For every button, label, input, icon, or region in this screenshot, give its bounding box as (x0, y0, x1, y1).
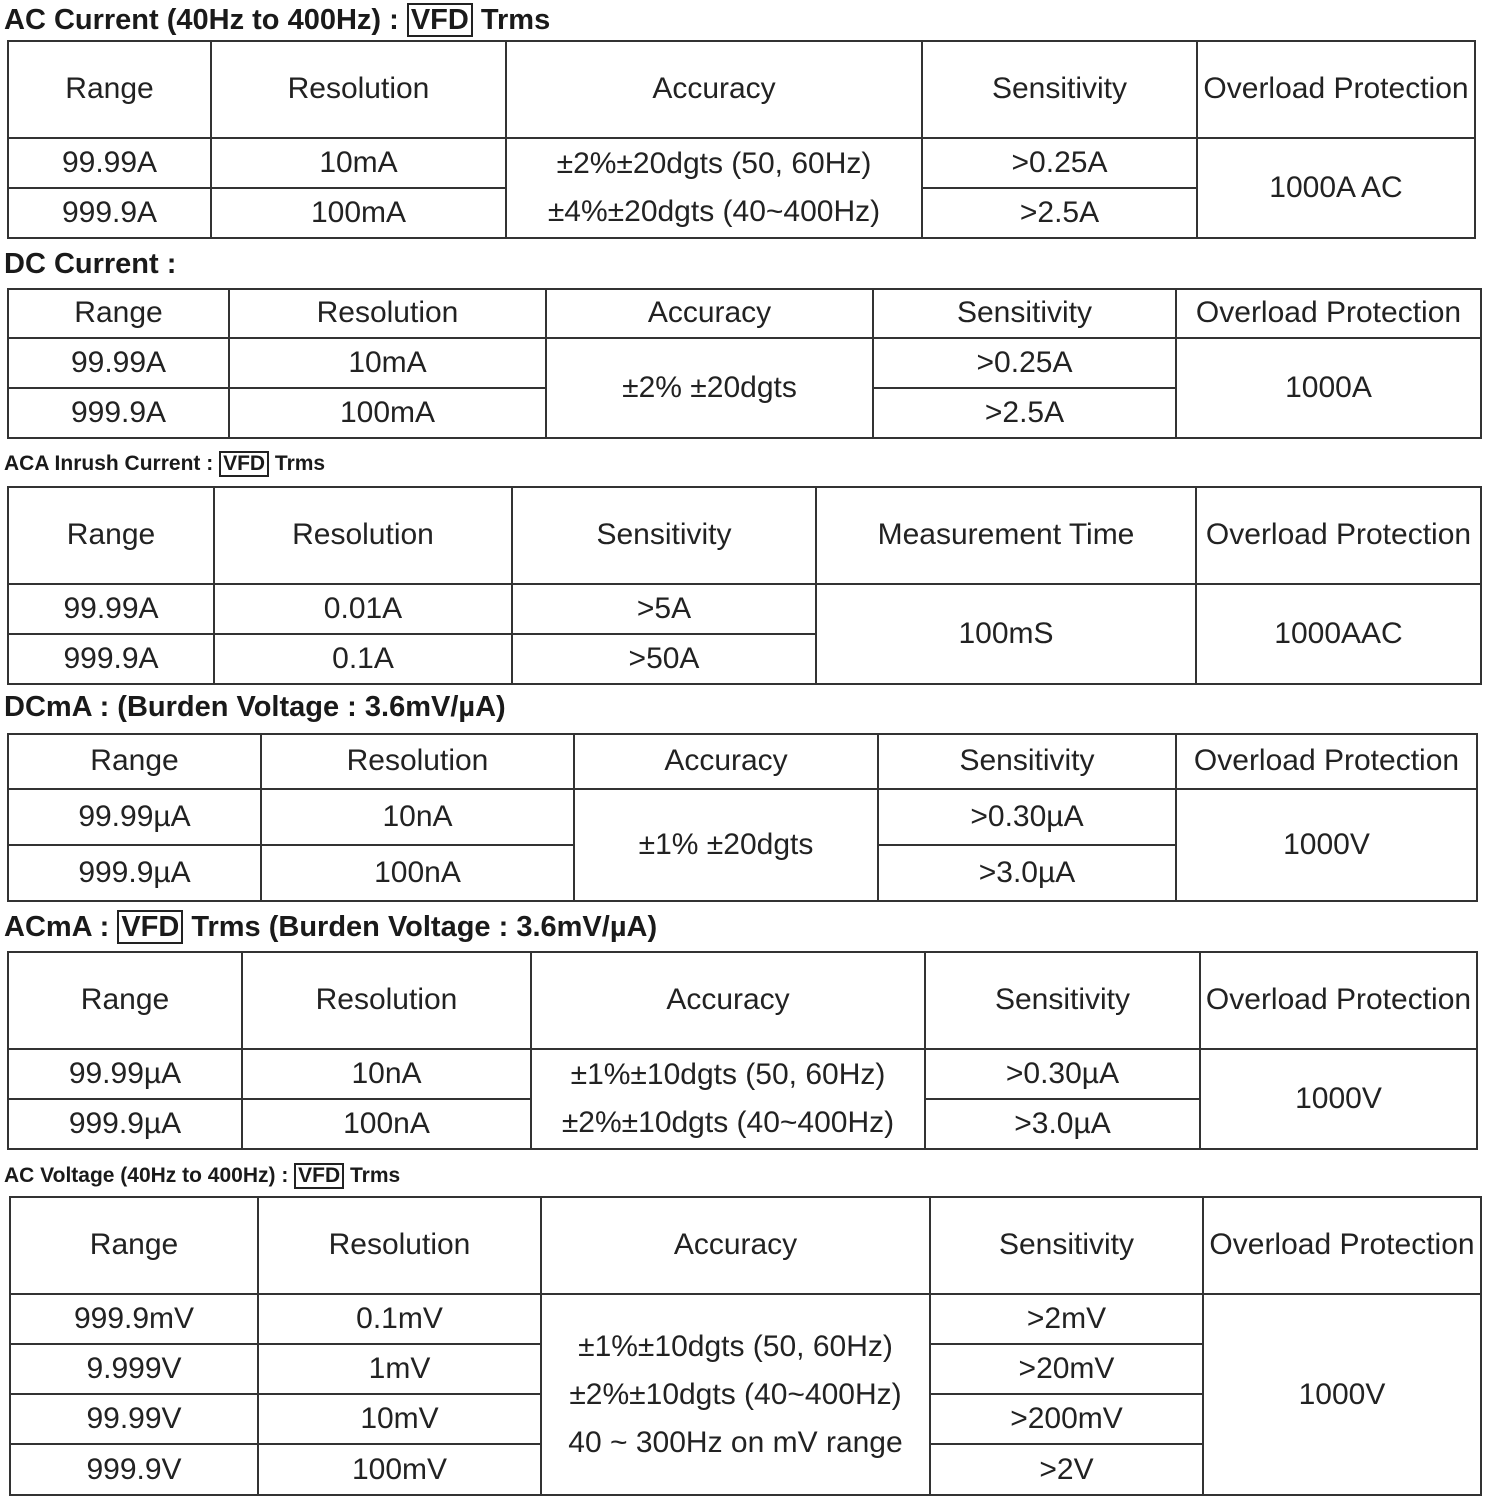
cell-range: 99.99µA (8, 789, 261, 845)
cell-range: 99.99µA (8, 1049, 242, 1099)
accuracy-line: ±4%±20dgts (40~400Hz) (547, 195, 881, 228)
header-resolution: Resolution (214, 487, 512, 584)
cell-range: 99.99V (10, 1394, 258, 1444)
header-resolution: Resolution (258, 1197, 541, 1294)
table-header-row (8, 952, 1477, 1049)
cell-range: 999.9µA (8, 845, 261, 901)
cell-range: 99.99A (8, 338, 229, 388)
header-sensitivity: Sensitivity (930, 1197, 1203, 1294)
accuracy-line: 40 ~ 300Hz on mV range (568, 1425, 903, 1459)
cell-resolution: 0.1A (214, 634, 512, 684)
cell-range: 999.9mV (10, 1294, 258, 1344)
header-overload-protection: Overload Protection (1176, 289, 1481, 338)
cell-sensitivity: >0.25A (922, 138, 1197, 188)
cell-range: 9.999V (10, 1344, 258, 1394)
header-range: Range (8, 734, 261, 789)
cell-resolution: 0.01A (214, 584, 512, 634)
cell-overload: 1000A AC (1197, 138, 1475, 238)
cell-sensitivity: >0.25A (873, 338, 1176, 388)
header-overload-protection: Overload Protection (1200, 952, 1477, 1049)
cell-resolution: 10mV (258, 1394, 541, 1444)
header-overload-protection: Overload Protection (1176, 734, 1477, 789)
cell-resolution: 10mA (229, 338, 546, 388)
spec-table-dcma (7, 733, 1478, 902)
header-range: Range (8, 487, 214, 584)
spec-table-ac-voltage (9, 1196, 1482, 1496)
table-row (8, 1049, 1477, 1099)
cell-range: 999.9A (8, 388, 229, 438)
header-overload-protection: Overload Protection (1197, 41, 1475, 138)
cell-accuracy (531, 1049, 925, 1149)
cell-range: 999.9A (8, 634, 214, 684)
header-sensitivity: Sensitivity (878, 734, 1176, 789)
cell-sensitivity: >200mV (930, 1394, 1203, 1444)
table-header-row (8, 487, 1481, 584)
cell-resolution: 1mV (258, 1344, 541, 1394)
cell-sensitivity: >20mV (930, 1344, 1203, 1394)
cell-measurement-time: 100mS (816, 584, 1196, 684)
cell-resolution: 100mV (258, 1444, 541, 1495)
header-sensitivity: Sensitivity (925, 952, 1200, 1049)
cell-accuracy: ±2% ±20dgts (546, 338, 873, 438)
header-accuracy: Accuracy (541, 1197, 930, 1294)
cell-resolution: 100nA (242, 1099, 531, 1149)
table-row (8, 138, 1475, 188)
header-resolution: Resolution (211, 41, 506, 138)
accuracy-line: ±1%±10dgts (50, 60Hz) (570, 1058, 886, 1091)
header-range: Range (8, 289, 229, 338)
cell-overload: 1000V (1176, 789, 1477, 901)
cell-range: 999.9V (10, 1444, 258, 1495)
cell-sensitivity: >3.0µA (925, 1099, 1200, 1149)
cell-resolution: 100mA (229, 388, 546, 438)
header-sensitivity: Sensitivity (512, 487, 816, 584)
cell-range: 99.99A (8, 138, 211, 188)
cell-sensitivity: >50A (512, 634, 816, 684)
header-resolution: Resolution (261, 734, 574, 789)
accuracy-line: ±2%±20dgts (50, 60Hz) (556, 147, 872, 180)
cell-resolution: 0.1mV (258, 1294, 541, 1344)
header-range: Range (10, 1197, 258, 1294)
table-row (8, 584, 1481, 634)
table-row (10, 1294, 1481, 1344)
cell-accuracy (506, 138, 922, 238)
header-overload-protection: Overload Protection (1196, 487, 1481, 584)
header-accuracy: Accuracy (506, 41, 922, 138)
header-measurement-time: Measurement Time (816, 487, 1196, 584)
cell-sensitivity: >0.30µA (878, 789, 1176, 845)
cell-overload: 1000AAC (1196, 584, 1481, 684)
cell-sensitivity: >3.0µA (878, 845, 1176, 901)
header-range: Range (8, 41, 211, 138)
header-resolution: Resolution (242, 952, 531, 1049)
table-header-row (8, 734, 1477, 789)
cell-range: 999.9A (8, 188, 211, 238)
cell-sensitivity: >2.5A (873, 388, 1176, 438)
table-header-row (10, 1197, 1481, 1294)
section-title-ac-voltage: AC Voltage (40Hz to 400Hz) : VFD Trms (4, 1163, 400, 1189)
cell-overload: 1000V (1200, 1049, 1477, 1149)
cell-sensitivity: >2.5A (922, 188, 1197, 238)
cell-resolution: 10nA (242, 1049, 531, 1099)
accuracy-line: ±2%±10dgts (40~400Hz) (561, 1106, 895, 1139)
section-title-acma: ACmA : VFD Trms (Burden Voltage : 3.6mV/µA) (4, 911, 658, 943)
section-title-dc-current: DC Current : (4, 248, 177, 280)
header-range: Range (8, 952, 242, 1049)
table-row (8, 789, 1477, 845)
accuracy-line: ±2%±10dgts (40~400Hz) (569, 1377, 902, 1411)
cell-resolution: 100nA (261, 845, 574, 901)
cell-overload: 1000V (1203, 1294, 1481, 1495)
cell-resolution: 100mA (211, 188, 506, 238)
header-resolution: Resolution (229, 289, 546, 338)
cell-accuracy: ±1% ±20dgts (574, 789, 878, 901)
cell-sensitivity: >0.30µA (925, 1049, 1200, 1099)
vfd-badge: VFD (117, 910, 183, 944)
cell-resolution: 10mA (211, 138, 506, 188)
vfd-badge: VFD (219, 451, 269, 477)
table-header-row (8, 289, 1481, 338)
cell-range: 99.99A (8, 584, 214, 634)
cell-sensitivity: >2mV (930, 1294, 1203, 1344)
vfd-badge: VFD (407, 3, 473, 37)
spec-table-ac-current (7, 40, 1476, 239)
section-title-ac-current: AC Current (40Hz to 400Hz) : VFD Trms (4, 4, 551, 36)
cell-accuracy (541, 1294, 930, 1495)
spec-table-aca-inrush (7, 486, 1482, 685)
header-sensitivity: Sensitivity (922, 41, 1197, 138)
accuracy-line: ±1%±10dgts (50, 60Hz) (578, 1329, 893, 1363)
cell-resolution: 10nA (261, 789, 574, 845)
spec-table-acma (7, 951, 1478, 1150)
section-title-aca-inrush: ACA Inrush Current : VFD Trms (4, 451, 325, 477)
header-accuracy: Accuracy (546, 289, 873, 338)
vfd-badge: VFD (294, 1163, 344, 1189)
spec-table-dc-current (7, 288, 1482, 439)
table-header-row (8, 41, 1475, 138)
section-title-dcma: DCmA : (Burden Voltage : 3.6mV/µA) (4, 691, 506, 723)
table-row (8, 338, 1481, 388)
header-sensitivity: Sensitivity (873, 289, 1176, 338)
header-accuracy: Accuracy (574, 734, 878, 789)
cell-overload: 1000A (1176, 338, 1481, 438)
cell-range: 999.9µA (8, 1099, 242, 1149)
cell-sensitivity: >2V (930, 1444, 1203, 1495)
header-overload-protection: Overload Protection (1203, 1197, 1481, 1294)
header-accuracy: Accuracy (531, 952, 925, 1049)
cell-sensitivity: >5A (512, 584, 816, 634)
